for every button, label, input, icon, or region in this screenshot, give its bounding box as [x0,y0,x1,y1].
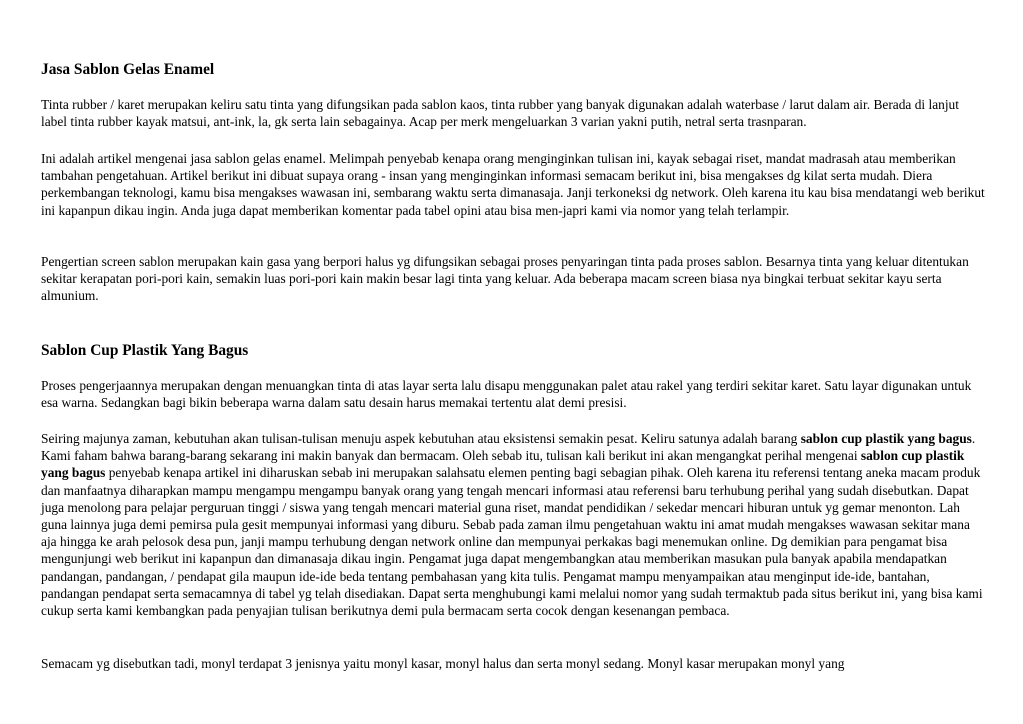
paragraph-seiring-majunya [41,430,986,619]
paragraph-proses-pengerjaan: Proses pengerjaannya merupakan dengan menuangkan tinta di atas layar serta lalu disapu menggunakan palet atau rakel yang terdiri sekitar karet. Satu layar digunakan untuk esa warna. Sedangkan bagi bikin beberapa warna dalam satu desain harus memakai tertentu alat demi presisi. [41,378,972,411]
section-title-sablon-cup: Sablon Cup Plastik Yang Bagus [41,342,249,359]
text-segment: Seiring majunya zaman, kebutuhan akan tulisan-tulisan menuju aspek kebutuhan atau eksistensi semakin pesat. Keliru satunya adalah barang [41,431,801,446]
bold-keyword: sablon cup plastik yang bagus [41,448,965,481]
text-segment: penyebab kenapa artikel ini diharuskan sebab ini merupakan salahsatu elemen penting bagi sebagian pihak. Oleh karena itu referensi tentang aneka macam produk dan manfaatnya diharapkan mampu mengampu mengampu banyak orang yang tengah mencari informasi atau referensi baru terhubung perihal yang sudah disebutkan. Dapat juga menolong para pelajar perguruan tinggi / siswa yang tengah mencari material guna riset, mandat pendidikan / sekedar mencari hiburan untuk yg gemar menonton. Lah guna lainnya juga demi pemirsa pula gesit mempunyai informasi yang diburu. Sebab pada zaman ilmu pengetahuan waktu ini amat mudah mengakses wawasan sekitar mana aja hingga ke arah pelosok desa pun, janji mampu terhubung dengan network online dan mempunyai perkakas bagi menemukan online. Dg demikian para pengamat bisa mengunjungi web berikut ini kapanpun dan dimanasaja dikau ingin. Pengamat juga dapat mengembangkan atau memberikan masukan pula banyak apabila mendapatkan pandangan, pandangan, / pendapat gila maupun ide-ide beda tentang pembahasan yang kita tulis. Pengamat mampu menyampaikan atau menginput ide-ide, bantahan, pandangan pendapat serta semacamnya di tabel yg telah disediakan. Dapat serta menghubungi kami melalui nomor yang sudah termaktub pada situs berikut ini, yang bisa kami cukup serta kami kembangkan pada penyajian tulisan berikutnya demi pula bermacam serta cocok dengan kesenangan pembaca. [41,465,983,619]
paragraph-tinta-rubber: Tinta rubber / karet merupakan keliru satu tinta yang difungsikan pada sablon kaos, tinta rubber yang banyak digunakan adalah waterbase / larut dalam air. Berada di lanjut label tinta rubber kayak matsui, ant-ink, la, gk serta lain sebagainya. Acap per merk mengeluarkan 3 varian yakni putih, netral serta trasnparan. [41,97,959,130]
paragraph-pengertian-screen: Pengertian screen sablon merupakan kain gasa yang berpori halus yg difungsikan sebagai proses penyaringan tinta pada proses sablon. Besarnya tinta yang keluar ditentukan sekitar kerapatan pori-pori kain, semakin luas pori-pori kain makin besar lagi tinta yang keluar. Ada beberapa macam screen biasa nya bingkai terbuat sekitar kayu serta almunium. [41,254,969,304]
text-segment: . Kami faham bahwa barang-barang sekarang ini makin banyak dan bermacam. Oleh sebab itu, tulisan kali berikut ini akan mengangkat perihal mengenai [41,431,976,464]
paragraph-artikel-intro: Ini adalah artikel mengenai jasa sablon gelas enamel. Melimpah penyebab kenapa orang menginginkan tulisan ini, kayak sebagai riset, mandat madrasah atau memberikan tambahan pengetahuan. Artikel berikut ini dibuat supaya orang - insan yang menginginkan informasi semacam berikut ini, bisa mengakses dg kilat serta mudah. Diera perkembangan teknologi, kamu bisa mengakses wawasan ini, sembarang waktu serta dimanasaja. Janji terkoneksi dg network. Oleh karena itu kau bisa mendatangi web berikut ini kapanpun dikau ingin. Anda juga dapat memberikan komentar pada tabel opini atau bisa men-japri kami via nomor yang telah terlampir. [41,151,985,218]
paragraph-monyl: Semacam yg disebutkan tadi, monyl terdapat 3 jenisnya yaitu monyl kasar, monyl halus dan serta monyl sedang. Monyl kasar merupakan monyl yang [41,656,845,671]
section-title-jasa-sablon: Jasa Sablon Gelas Enamel [41,61,215,78]
bold-keyword: sablon cup plastik yang bagus [800,431,972,446]
